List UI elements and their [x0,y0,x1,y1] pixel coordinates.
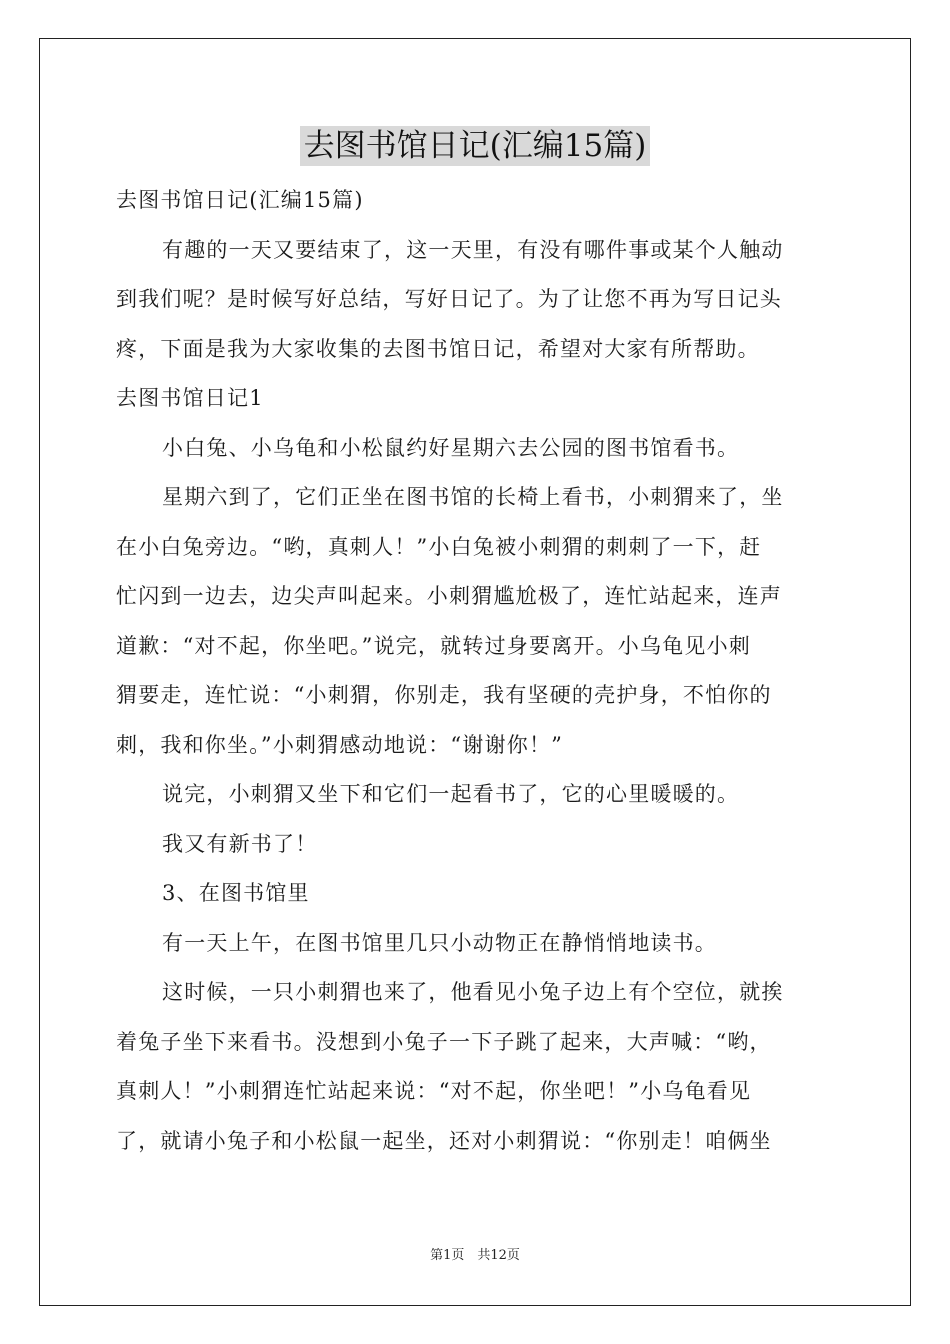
text-line: 猬要走，连忙说：“小刺猬，你别走，我有坚硬的壳护身，不怕你的 [116,683,772,707]
text-line: 着兔子坐下来看书。没想到小兔子一下子跳了起来，大声喊：“哟， [116,1029,772,1054]
text-line: 小白兔、小乌龟和小松鼠约好星期六去公园的图书馆看书。 [162,435,740,460]
text-line: 忙闪到一边去，边尖声叫起来。小刺猬尴尬极了，连忙站起来，连声 [116,584,782,608]
text-line: 道歉：“对不起，你坐吧。”说完，就转过身要离开。小乌龟见小刺 [116,633,751,658]
text-line: 了，就请小兔子和小松鼠一起坐，还对小刺猬说：“你别走！咱俩坐 [116,1128,772,1153]
document-title: 去图书馆日记(汇编15篇) [300,126,651,166]
page-footer: 第1页 共12页 [430,1248,520,1263]
text-line: 说完，小刺猬又坐下和它们一起看书了，它的心里暖暖的。 [162,782,740,806]
text-line: 疼，下面是我为大家收集的去图书馆日记，希望对大家有所帮助。 [116,336,760,361]
text-line: 到我们呢？是时候写好总结，写好日记了。为了让您不再为写日记头 [116,287,782,311]
text-line: 刺，我和你坐。”小刺猬感动地说：“谢谢你！” [116,732,564,757]
title-container [0,126,950,166]
text-line: 去图书馆日记(汇编15篇) [116,188,364,212]
text-line: 我又有新书了！ [162,831,318,856]
text-line: 3、在图书馆里 [162,881,310,905]
text-line: 真刺人！”小刺猬连忙站起来说：“对不起，你坐吧！”小乌龟看见 [116,1079,752,1103]
text-line: 有趣的一天又要结束了，这一天里，有没有哪件事或某个人触动 [162,237,784,262]
text-line: 在小白兔旁边。“哟，真刺人！”小白兔被小刺猬的刺刺了一下，赶 [116,534,762,559]
text-line: 星期六到了，它们正坐在图书馆的长椅上看书，小刺猬来了，坐 [162,485,784,509]
document-body [116,176,836,1166]
text-line: 去图书馆日记1 [116,386,264,410]
text-line: 有一天上午，在图书馆里几只小动物正在静悄悄地读书。 [162,930,717,955]
text-line: 这时候，一只小刺猬也来了，他看见小兔子边上有个空位，就挨 [162,980,784,1004]
